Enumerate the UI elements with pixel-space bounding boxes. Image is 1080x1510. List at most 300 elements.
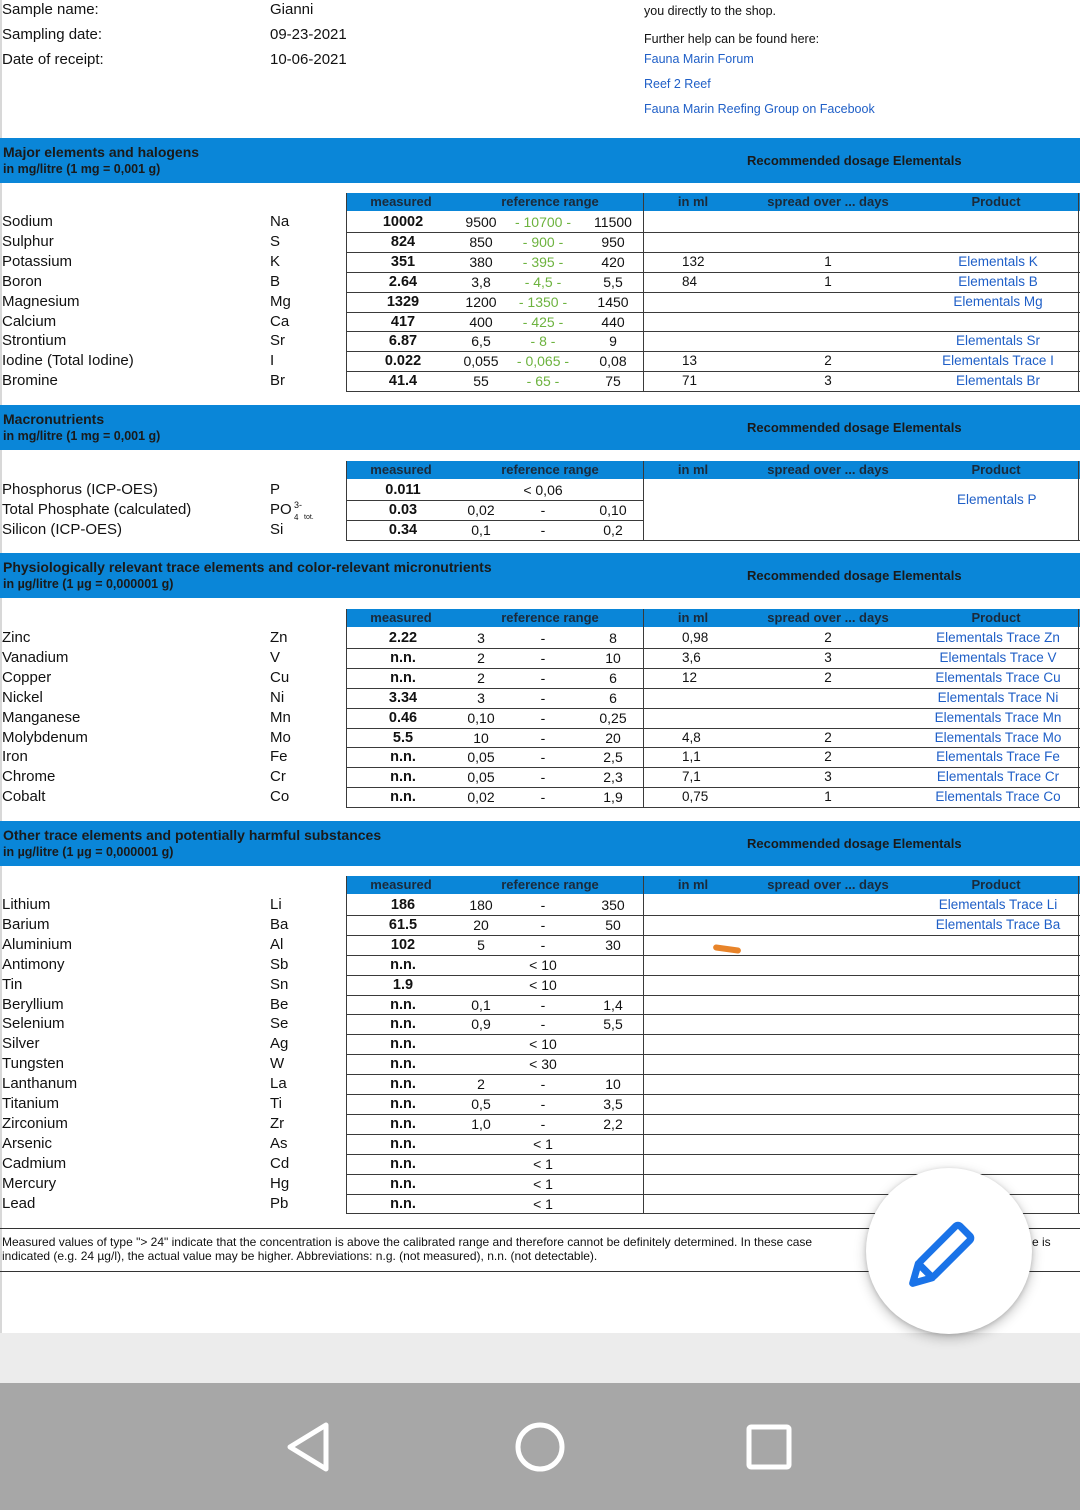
range-high: 6 [609, 669, 617, 686]
dose-ml: 13 [682, 353, 698, 369]
header-reference-range: reference range [501, 877, 599, 892]
section-title: Macronutrients [3, 411, 105, 427]
product-link[interactable]: Elementals Mg [953, 293, 1043, 309]
element-name: Silicon (ICP-OES) [2, 521, 123, 538]
measured-value: 186 [390, 897, 416, 913]
range-high: 5,5 [603, 273, 623, 290]
table-row [0, 500, 1080, 520]
product-link[interactable]: Elementals Trace Zn [936, 630, 1060, 645]
range-low: 400 [469, 313, 493, 330]
table-row [0, 331, 1080, 351]
header-in-ml: in ml [677, 610, 709, 625]
element-name: Chrome [2, 768, 56, 786]
section-dosage-label: Recommended dosage Elementals [747, 420, 962, 435]
header-measured: measured [370, 194, 432, 209]
link-fauna-marin-forum[interactable]: Fauna Marin Forum [644, 52, 754, 66]
range-high: 0,25 [599, 709, 627, 726]
range-low: 10 [473, 729, 489, 746]
table-header [346, 609, 1080, 627]
dose-ml: 0,75 [682, 789, 709, 805]
dose-days: 3 [824, 373, 832, 389]
section-title: Physiologically relevant trace elements and color-relevant micronutrients [3, 559, 492, 575]
measured-value: 5.5 [392, 729, 414, 746]
table-row [0, 915, 1080, 935]
link-reef-2-reef[interactable]: Reef 2 Reef [644, 77, 711, 91]
column-divider [346, 461, 347, 540]
element-symbol: W [270, 1055, 285, 1073]
measured-value: 10002 [382, 214, 424, 230]
range-mid: - 8 - [530, 333, 556, 350]
element-name: Selenium [2, 1015, 65, 1033]
table-row [0, 371, 1080, 391]
header-spread-over: spread over ... days [767, 462, 889, 477]
range-mid: < 1 [533, 1195, 553, 1212]
element-symbol: Mg [270, 292, 291, 310]
element-symbol: Ba [270, 915, 289, 933]
range-high: 75 [605, 373, 621, 390]
range-mid: - [540, 502, 546, 518]
range-low: 3 [477, 630, 485, 646]
element-symbol: Fe [270, 748, 288, 766]
dose-ml: 0,98 [682, 630, 709, 645]
table-row [0, 1054, 1080, 1074]
product-elementals-p[interactable]: Elementals P [957, 492, 1037, 507]
range-low: 2 [477, 649, 485, 666]
phosphate-subscript: 4 [294, 513, 299, 522]
footnote-line-1: Measured values of type "> 24" indicate that the concentration is above the calibrated range and therefore cannot be definitely determined. In these case [2, 1235, 813, 1249]
table-row [0, 787, 1080, 807]
range-high: 8 [609, 630, 617, 646]
header-reference-range: reference range [501, 610, 599, 625]
header-product: Product [971, 610, 1021, 625]
back-triangle-icon[interactable] [280, 1417, 340, 1477]
measured-value: n.n. [390, 769, 416, 786]
header-spread-over: spread over ... days [767, 877, 889, 892]
element-symbol: As [270, 1134, 288, 1152]
sample-name-value: Gianni [270, 1, 314, 18]
range-high: 11500 [594, 214, 632, 230]
element-name: Mercury [2, 1174, 57, 1192]
range-mid: < 0,06 [523, 482, 563, 498]
range-low: 2 [477, 669, 485, 686]
table-row [0, 668, 1080, 688]
element-name: Manganese [2, 708, 81, 726]
product-link[interactable]: Elementals Trace Mn [934, 709, 1062, 725]
edit-fab-button[interactable] [866, 1168, 1032, 1334]
header-measured: measured [370, 462, 432, 477]
element-symbol: Cr [270, 768, 286, 786]
table-row [0, 975, 1080, 995]
section-subtitle: in mg/litre (1 mg = 0,001 g) [3, 162, 161, 176]
measured-value: 824 [390, 233, 416, 250]
product-link[interactable]: Elementals Trace Ni [937, 689, 1059, 705]
dose-days: 1 [824, 273, 832, 289]
measured-value: n.n. [390, 1115, 416, 1132]
measured-value: 41.4 [388, 373, 418, 390]
dose-days: 3 [824, 649, 832, 665]
table-row [0, 351, 1080, 371]
column-divider [346, 193, 347, 391]
range-high: 30 [605, 936, 621, 953]
measured-value: n.n. [390, 1036, 416, 1053]
measured-value: n.n. [390, 749, 416, 766]
element-symbol: Si [270, 521, 284, 538]
dose-days: 2 [824, 749, 832, 765]
measured-value: 0.34 [388, 522, 418, 538]
element-symbol: Ag [270, 1035, 289, 1053]
section-dosage-label: Recommended dosage Elementals [747, 568, 962, 583]
table-row [0, 252, 1080, 272]
receipt-date-label: Date of receipt: [2, 51, 104, 68]
table-row [0, 1094, 1080, 1114]
dose-days: 2 [824, 630, 832, 645]
measured-value: 417 [390, 313, 416, 330]
range-low: 0,9 [471, 1016, 491, 1033]
range-high: 6 [609, 689, 617, 706]
measured-value: 3.34 [388, 689, 418, 706]
table-row [0, 1034, 1080, 1054]
element-name: Tungsten [2, 1055, 64, 1073]
column-divider [346, 876, 347, 1213]
element-name: Strontium [2, 332, 67, 350]
element-symbol: Cu [270, 668, 290, 686]
element-name: Phosphorus (ICP-OES) [2, 481, 158, 498]
range-high: 20 [605, 729, 621, 746]
range-low: 1,0 [471, 1115, 491, 1132]
range-high: 1,4 [603, 996, 623, 1013]
page-gap [0, 1333, 1080, 1383]
table-row [0, 935, 1080, 955]
element-symbol: PO [270, 501, 292, 518]
element-symbol: Zr [270, 1114, 285, 1132]
range-mid: - [540, 749, 546, 766]
range-mid: - [540, 1096, 546, 1112]
range-low: 0,05 [467, 769, 495, 786]
range-mid: - [540, 936, 546, 953]
element-symbol: Ni [270, 688, 285, 706]
column-divider [643, 461, 644, 540]
element-symbol: Ti [270, 1095, 282, 1112]
column-divider [643, 609, 644, 807]
measured-value: 0.03 [388, 502, 418, 518]
header-spread-over: spread over ... days [767, 194, 889, 209]
range-high: 9 [609, 333, 617, 350]
element-name: Lead [2, 1194, 36, 1212]
sampling-date-value: 09-23-2021 [270, 26, 347, 43]
element-symbol: Na [270, 213, 290, 230]
element-symbol: Sn [270, 975, 289, 993]
range-mid: - 4,5 - [524, 273, 562, 290]
product-link[interactable]: Elementals K [958, 253, 1038, 269]
header-reference-range: reference range [501, 194, 599, 209]
range-mid: < 1 [533, 1175, 553, 1192]
header-product: Product [971, 194, 1021, 209]
range-high: 350 [601, 897, 625, 913]
header-measured: measured [370, 877, 432, 892]
dose-ml: 1,1 [682, 749, 701, 765]
measured-value: 2.22 [388, 630, 418, 646]
measured-value: n.n. [390, 1195, 416, 1212]
range-high: 10 [605, 649, 621, 666]
header-in-ml: in ml [677, 877, 709, 892]
product-link[interactable]: Elementals Trace Co [935, 789, 1061, 805]
measured-value: n.n. [390, 1056, 416, 1073]
dose-days: 1 [824, 253, 832, 269]
table-row [0, 1134, 1080, 1154]
element-name: Potassium [2, 252, 73, 270]
range-high: 0,2 [603, 522, 623, 538]
range-mid: - [540, 897, 546, 913]
range-high: 420 [601, 253, 625, 270]
sample-name-label: Sample name: [2, 1, 99, 18]
element-name: Beryllium [2, 995, 64, 1013]
element-name: Silver [2, 1035, 40, 1053]
header-in-ml: in ml [677, 194, 709, 209]
measured-value: 2.64 [388, 273, 418, 290]
element-name: Total Phosphate (calculated) [2, 501, 192, 518]
range-low: 6,5 [471, 333, 491, 350]
column-divider [643, 193, 644, 391]
range-mid: < 10 [529, 976, 557, 993]
element-name: Cobalt [2, 788, 46, 806]
range-mid: - [540, 996, 546, 1013]
element-symbol: S [270, 232, 281, 250]
table-row [0, 312, 1080, 332]
range-mid: - 10700 - [514, 214, 572, 230]
range-low: 20 [473, 916, 489, 933]
measured-value: 1.9 [392, 976, 414, 993]
range-high: 0,08 [599, 353, 627, 370]
product-link[interactable]: Elementals Trace V [939, 649, 1057, 665]
element-symbol: Cd [270, 1154, 290, 1172]
range-low: 5 [477, 936, 485, 953]
table-header [346, 876, 1080, 894]
range-high: 2,5 [603, 749, 623, 766]
range-low: 55 [473, 373, 489, 390]
dose-ml: 71 [682, 373, 698, 389]
element-name: Sulphur [2, 232, 54, 250]
range-low: 850 [469, 233, 493, 250]
range-high: 5,5 [603, 1016, 623, 1033]
element-name: Magnesium [2, 292, 80, 310]
section-title: Other trace elements and potentially harmful substances [3, 827, 382, 843]
table-row [0, 895, 1080, 915]
range-high: 2,2 [603, 1115, 623, 1132]
table-row [0, 480, 1080, 500]
range-high: 1,9 [603, 789, 623, 806]
row-divider [346, 540, 1080, 541]
header-product: Product [971, 877, 1021, 892]
measured-value: 0.011 [385, 482, 421, 498]
element-name: Copper [2, 668, 52, 686]
product-link[interactable]: Elementals Trace Cu [935, 669, 1061, 685]
table-row [0, 1114, 1080, 1134]
dose-ml: 7,1 [682, 769, 701, 785]
range-low: 0,05 [467, 749, 495, 766]
section-band-macronutrients [0, 405, 1080, 450]
measured-value: 102 [390, 936, 416, 953]
table-header [346, 461, 1080, 479]
range-mid: < 1 [533, 1135, 553, 1152]
measured-value: n.n. [390, 649, 416, 666]
column-divider [1078, 609, 1079, 807]
table-header [346, 193, 1080, 211]
section-dosage-label: Recommended dosage Elementals [747, 153, 962, 168]
column-divider [643, 876, 644, 1213]
range-mid: - 900 - [522, 233, 564, 250]
measured-value: 1329 [386, 293, 420, 310]
range-mid: < 10 [529, 1036, 557, 1053]
product-link[interactable]: Elementals Trace Fe [936, 749, 1060, 765]
dose-days: 3 [824, 769, 832, 785]
dose-ml: 4,8 [682, 729, 701, 745]
range-mid: - [540, 916, 546, 933]
element-symbol: B [270, 272, 281, 290]
element-name: Iodine (Total Iodine) [2, 352, 134, 370]
product-link[interactable]: Elementals Trace Li [938, 897, 1058, 912]
range-mid: - [540, 769, 546, 786]
range-mid: < 10 [529, 956, 557, 973]
range-high: 3,5 [603, 1096, 623, 1112]
element-name: Lithium [2, 896, 51, 913]
element-symbol: V [270, 648, 281, 666]
table-row [0, 272, 1080, 292]
home-circle-icon[interactable] [510, 1417, 570, 1477]
dose-ml: 132 [682, 253, 705, 269]
table-row [0, 292, 1080, 312]
section-band-trace-elements [0, 553, 1080, 598]
range-low: 0,055 [463, 353, 499, 370]
product-link[interactable]: Elementals Sr [955, 333, 1041, 349]
dose-ml: 84 [682, 273, 698, 289]
measured-value: 351 [390, 253, 416, 270]
element-name: Nickel [2, 688, 43, 706]
measured-value: 0.022 [384, 353, 422, 370]
range-mid: - 0,065 - [516, 353, 570, 370]
element-name: Molybdenum [2, 728, 88, 746]
help-text: Further help can be found here: [644, 32, 820, 46]
element-symbol: Sb [270, 955, 289, 973]
range-mid: - [540, 1115, 546, 1132]
element-symbol: Al [270, 935, 284, 953]
range-mid: - 65 - [526, 373, 560, 390]
range-mid: - [540, 522, 546, 538]
section-title: Major elements and halogens [3, 144, 200, 160]
element-symbol: Be [270, 995, 289, 1013]
element-name: Lanthanum [2, 1075, 78, 1093]
range-low: 0,10 [467, 709, 495, 726]
element-symbol: Pb [270, 1194, 289, 1212]
measured-value: n.n. [390, 996, 416, 1013]
element-symbol: Mn [270, 708, 291, 726]
column-divider [346, 609, 347, 807]
table-row [0, 1074, 1080, 1094]
navigation-bar [0, 1383, 1080, 1510]
receipt-date-value: 10-06-2021 [270, 51, 347, 68]
dose-ml: 3,6 [682, 649, 701, 665]
range-low: 2 [477, 1076, 485, 1093]
row-divider [346, 807, 1080, 808]
product-link[interactable]: Elementals Trace Ba [935, 916, 1061, 932]
product-link[interactable]: Elementals B [958, 273, 1038, 289]
product-link[interactable]: Elementals Trace Cr [936, 769, 1060, 785]
product-link[interactable]: Elementals Trace Mo [934, 729, 1062, 745]
product-link[interactable]: Elementals Br [955, 373, 1041, 389]
element-symbol: Sr [270, 332, 285, 350]
table-row [0, 628, 1080, 648]
measured-value: n.n. [390, 1135, 416, 1152]
measured-value: n.n. [390, 956, 416, 973]
range-mid: - [540, 789, 546, 806]
range-mid: < 30 [529, 1056, 557, 1073]
range-high: 10 [605, 1076, 621, 1093]
range-low: 0,1 [471, 522, 491, 538]
element-name: Sodium [2, 213, 53, 230]
pencil-edit-icon [866, 1168, 1032, 1334]
range-low: 1200 [465, 293, 497, 310]
row-divider [346, 391, 1080, 392]
table-row [0, 232, 1080, 252]
element-name: Iron [2, 748, 28, 766]
element-name: Aluminium [2, 935, 73, 953]
element-name: Boron [2, 272, 43, 290]
range-low: 3,8 [471, 273, 491, 290]
element-name: Zirconium [2, 1114, 68, 1132]
range-low: 3 [477, 689, 485, 706]
range-mid: - [540, 1076, 546, 1093]
column-divider [1078, 193, 1079, 391]
column-divider [1078, 876, 1079, 1213]
range-mid: - 395 - [522, 253, 564, 270]
element-name: Bromine [2, 372, 58, 390]
recents-square-icon[interactable] [739, 1417, 799, 1477]
table-row [0, 767, 1080, 787]
measured-value: 61.5 [388, 916, 418, 933]
range-low: 380 [469, 253, 493, 270]
element-name: Tin [2, 975, 23, 993]
range-high: 1450 [597, 293, 629, 310]
range-high: 440 [601, 313, 625, 330]
table-row [0, 648, 1080, 668]
element-symbol: I [270, 352, 275, 370]
table-row [0, 688, 1080, 708]
element-symbol: K [270, 252, 281, 270]
element-symbol: Se [270, 1015, 289, 1033]
measured-value: 6.87 [388, 333, 418, 350]
range-low: 9500 [465, 214, 497, 230]
element-name: Antimony [2, 955, 65, 973]
footnote-line-1-tail: e is [1032, 1235, 1051, 1249]
range-mid: - 1350 - [518, 293, 568, 310]
dose-days: 2 [824, 729, 832, 745]
product-link[interactable]: Elementals Trace I [942, 353, 1054, 369]
section-subtitle: in mg/litre (1 mg = 0,001 g) [3, 429, 161, 443]
dose-ml: 12 [682, 669, 698, 685]
element-name: Vanadium [2, 648, 69, 666]
range-mid: - [540, 689, 546, 706]
element-symbol: Mo [270, 728, 291, 746]
element-symbol: Co [270, 788, 290, 806]
section-subtitle: in µg/litre (1 µg = 0,000001 g) [3, 577, 174, 591]
measured-value: n.n. [390, 1016, 416, 1033]
range-mid: - 425 - [522, 313, 564, 330]
range-mid: < 1 [533, 1155, 553, 1172]
measured-value: n.n. [390, 789, 416, 806]
range-low: 0,5 [471, 1096, 491, 1112]
element-name: Zinc [2, 629, 31, 646]
range-mid: - [540, 1016, 546, 1033]
link-facebook-group[interactable]: Fauna Marin Reefing Group on Facebook [644, 102, 875, 116]
